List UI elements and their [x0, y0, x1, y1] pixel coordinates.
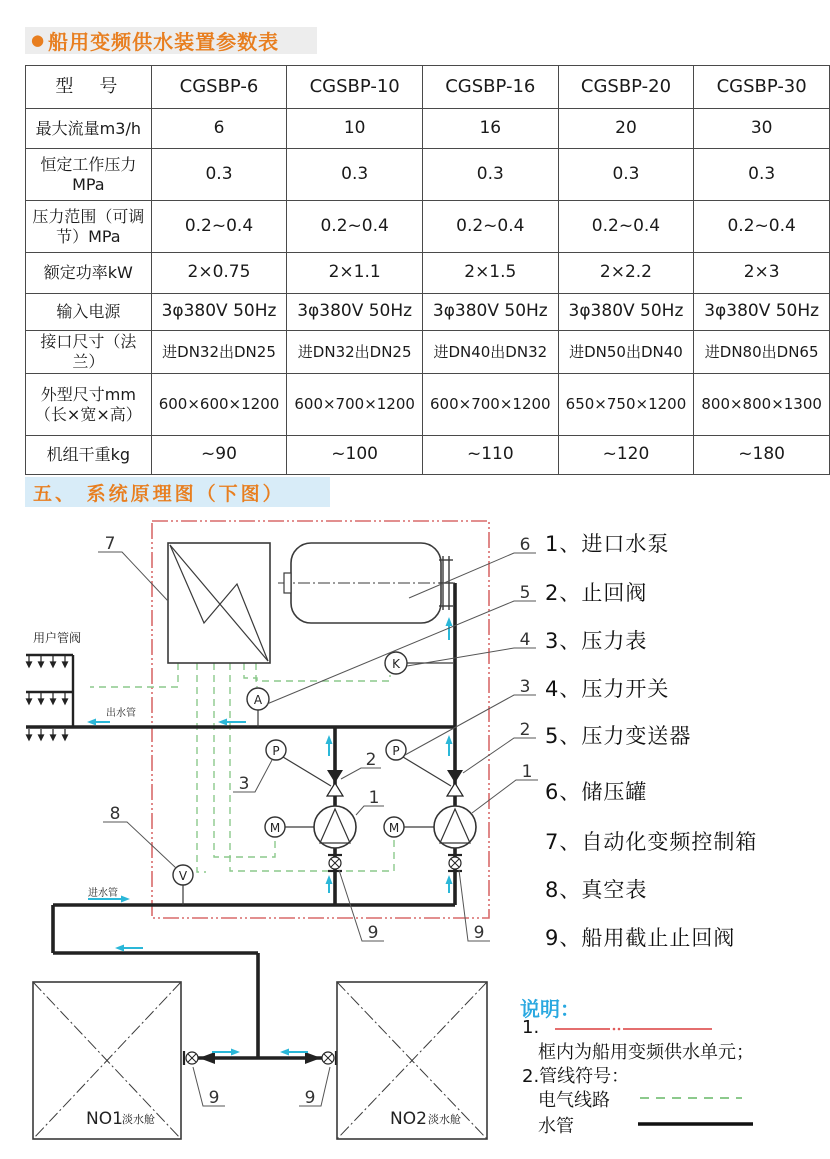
tank2-label: NO2 [390, 1109, 427, 1129]
model-name: CGSBP-20 [558, 66, 694, 109]
row-label: 恒定工作压力MPa [26, 149, 152, 201]
notes-heading: 说明： [520, 997, 580, 1021]
fresh-water-tanks [33, 982, 487, 1139]
note-item2-text: 2.管线符号： [522, 1066, 630, 1087]
user-valves-label: 用户管阀 [33, 631, 82, 645]
legend-item: 7、自动化变频控制箱 [545, 830, 758, 854]
cell: 0.2~0.4 [287, 201, 423, 253]
cell: 2×1.5 [422, 253, 558, 294]
row-label: 接口尺寸（法兰） [26, 331, 152, 374]
tank1-sublabel: 淡水舱 [122, 1113, 155, 1126]
table-row [26, 201, 830, 253]
callout-5: 5 [519, 583, 531, 603]
cell: ~180 [694, 436, 830, 475]
callout-1: 1 [521, 762, 533, 782]
note-item1-text: 框内为船用变频供水单元； [538, 1042, 754, 1063]
page-title: 船用变频供水装置参数表 [48, 30, 280, 54]
section-title: 五、 系统原理图（下图） [33, 482, 285, 505]
legend-item: 1、进口水泵 [545, 532, 670, 556]
pressure-gauge-symbol: P [272, 744, 280, 758]
legend-item: 5、压力变送器 [545, 724, 692, 748]
row-label: 输入电源 [26, 294, 152, 331]
table-row [26, 253, 830, 294]
section-title-bar-2 [25, 477, 330, 507]
callout-7: 7 [104, 534, 116, 554]
cell: 2×2.2 [558, 253, 694, 294]
callout-8: 8 [109, 804, 121, 824]
cell: 2×3 [694, 253, 830, 294]
tank1-label: NO1 [86, 1109, 123, 1129]
table-row [26, 436, 830, 475]
row-label: 机组干重kg [26, 436, 152, 475]
row-label: 额定功率kW [26, 253, 152, 294]
cell: ~110 [422, 436, 558, 475]
table-header-row [26, 66, 830, 109]
frequency-control-box [168, 543, 270, 663]
note-item1-number: 1. [522, 1017, 540, 1038]
cell: 30 [694, 109, 830, 149]
cell: 0.3 [558, 149, 694, 201]
instrument-taps [183, 663, 453, 905]
legend-item: 4、压力开关 [545, 677, 670, 701]
model-name: CGSBP-30 [694, 66, 830, 109]
stop-check-valves-pump [328, 855, 462, 871]
check-valves [327, 770, 463, 796]
callout-3-inner: 3 [238, 774, 250, 794]
callout-6: 6 [519, 535, 531, 555]
model-name: CGSBP-6 [151, 66, 287, 109]
legend-item: 6、储压罐 [545, 780, 648, 804]
cell: 3φ380V 50Hz [694, 294, 830, 331]
cell: 650×750×1200 [558, 374, 694, 436]
cell: ~120 [558, 436, 694, 475]
cell: 6 [151, 109, 287, 149]
section-title-bar-1 [25, 27, 317, 54]
model-name: CGSBP-10 [287, 66, 423, 109]
cell: 进DN32出DN25 [151, 331, 287, 374]
pressure-transmitter-symbol: A [253, 693, 263, 707]
inlet-pipe-label: 进水管 [88, 888, 118, 899]
table-row [26, 109, 830, 149]
cell: 2×0.75 [151, 253, 287, 294]
callout-1-inner: 1 [368, 788, 380, 808]
cell: 800×800×1300 [694, 374, 830, 436]
bullet-icon: ● [31, 31, 45, 49]
pressure-switch-symbol: K [392, 657, 400, 671]
callout-2-inner: 2 [365, 750, 377, 770]
table-row [26, 374, 830, 436]
cell: ~90 [151, 436, 287, 475]
cell: 进DN32出DN25 [287, 331, 423, 374]
cell: 10 [287, 109, 423, 149]
cell: 0.2~0.4 [422, 201, 558, 253]
callout-2: 2 [519, 720, 531, 740]
legend-item: 2、止回阀 [545, 581, 648, 605]
motor-symbol: M [388, 821, 400, 835]
callout-9: 9 [208, 1088, 220, 1108]
cell: 600×600×1200 [151, 374, 287, 436]
cell: 20 [558, 109, 694, 149]
cell: 0.2~0.4 [558, 201, 694, 253]
callout-9: 9 [367, 923, 379, 943]
parameter-table [25, 65, 830, 475]
table-header-model: 型 号 [26, 66, 152, 109]
tank2-sublabel: 淡水舱 [428, 1113, 461, 1126]
cell: 0.2~0.4 [151, 201, 287, 253]
cell: 3φ380V 50Hz [422, 294, 558, 331]
cell: 3φ380V 50Hz [558, 294, 694, 331]
legend-item: 3、压力表 [545, 629, 648, 653]
note-water-label: 水管 [538, 1116, 574, 1137]
pressure-gauge-symbol: P [392, 744, 400, 758]
cell: 3φ380V 50Hz [151, 294, 287, 331]
pressure-tank [278, 543, 456, 623]
row-label: 外型尺寸mm（长×宽×高） [26, 374, 152, 436]
cell: 2×1.1 [287, 253, 423, 294]
table-row [26, 331, 830, 374]
legend-item: 9、船用截止止回阀 [545, 926, 736, 950]
cell: 600×700×1200 [287, 374, 423, 436]
motor-symbol: M [269, 821, 281, 835]
legend-item: 8、真空表 [545, 878, 648, 902]
cell: 进DN50出DN40 [558, 331, 694, 374]
table-row [26, 294, 830, 331]
cell: 0.3 [287, 149, 423, 201]
outlet-pipe-label: 出水管 [106, 708, 136, 719]
cell: 0.2~0.4 [694, 201, 830, 253]
model-name: CGSBP-16 [422, 66, 558, 109]
callout-9: 9 [304, 1088, 316, 1108]
callout-4: 4 [519, 630, 531, 650]
cell: ~100 [287, 436, 423, 475]
table-row [26, 149, 830, 201]
cell: 16 [422, 109, 558, 149]
cell: 3φ380V 50Hz [287, 294, 423, 331]
vacuum-gauge-symbol: V [178, 869, 188, 883]
cell: 600×700×1200 [422, 374, 558, 436]
cell: 0.3 [422, 149, 558, 201]
note-electric-label: 电气线路 [538, 1090, 610, 1111]
callout-9: 9 [473, 923, 485, 943]
cell: 0.3 [151, 149, 287, 201]
cell: 0.3 [694, 149, 830, 201]
cell: 进DN40出DN32 [422, 331, 558, 374]
cell: 进DN80出DN65 [694, 331, 830, 374]
row-label: 最大流量m3/h [26, 109, 152, 149]
callout-3: 3 [519, 677, 531, 697]
row-label: 压力范围（可调节）MPa [26, 201, 152, 253]
